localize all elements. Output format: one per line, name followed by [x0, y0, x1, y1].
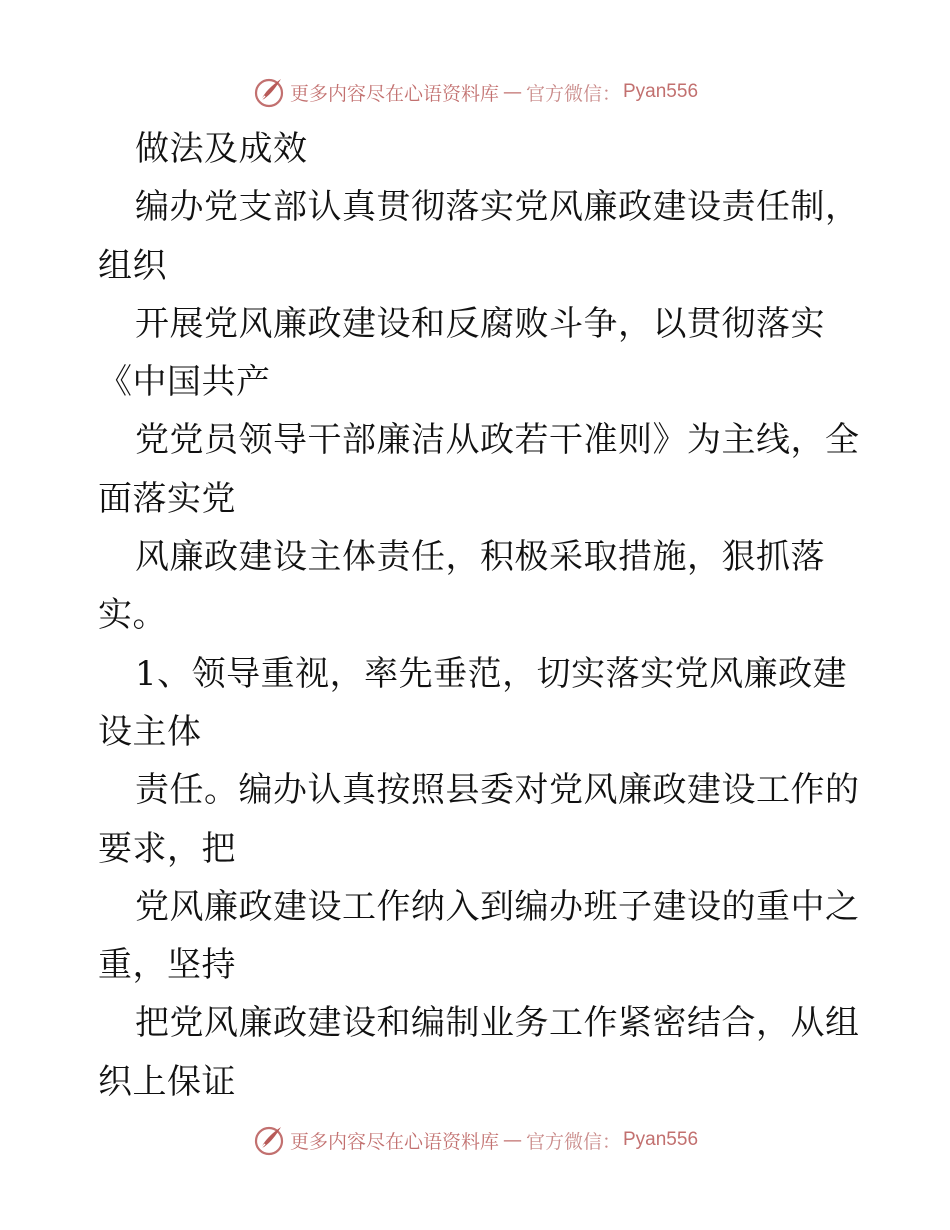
- quill-pen-logo-icon: [252, 1123, 286, 1157]
- document-line: 织上保证: [98, 1061, 236, 1102]
- document-line: 实。: [98, 595, 167, 636]
- document-line: 编办党支部认真贯彻落实党风廉政建设责任制，: [135, 187, 860, 228]
- document-line: 组织: [98, 245, 167, 286]
- banner-title: 更多内容尽在心语资料库: [289, 1130, 499, 1153]
- header-banner: [0, 72, 950, 112]
- footer-banner: [0, 1120, 950, 1160]
- banner-wechat-label: 官方微信：: [525, 1130, 621, 1153]
- document-line: 把党风廉政建设和编制业务工作紧密结合，从组: [135, 1003, 860, 1044]
- document-line: 责任。编办认真按照县委对党风廉政建设工作的: [135, 770, 860, 811]
- banner-title: 更多内容尽在心语资料库: [289, 82, 499, 105]
- quill-pen-logo-icon: [252, 75, 286, 109]
- banner-wechat-id: Pyan556: [623, 1129, 699, 1150]
- banner-wechat-id: Pyan556: [623, 81, 699, 102]
- document-line: 设主体: [98, 711, 202, 752]
- banner-separator: —: [502, 81, 522, 103]
- document-body: [98, 120, 858, 1111]
- banner-wechat-label: 官方微信：: [525, 82, 621, 105]
- document-line: 做法及成效: [135, 129, 308, 169]
- document-line: 开展党风廉政建设和反腐败斗争，以贯彻落实: [135, 303, 825, 344]
- banner-separator: —: [502, 1129, 522, 1151]
- document-line: 《中国共产: [98, 362, 271, 403]
- document-line: 面落实党: [98, 478, 236, 519]
- document-line: 1、领导重视，率先垂范，切实落实党风廉政建: [135, 653, 848, 694]
- document-line: 重，坚持: [98, 945, 236, 986]
- document-line: 党风廉政建设工作纳入到编办班子建设的重中之: [135, 886, 860, 927]
- document-line: 风廉政建设主体责任，积极采取措施，狠抓落: [135, 537, 825, 578]
- document-line: 要求，把: [98, 828, 236, 869]
- document-line: 党党员领导干部廉洁从政若干准则》为主线，全: [135, 420, 860, 461]
